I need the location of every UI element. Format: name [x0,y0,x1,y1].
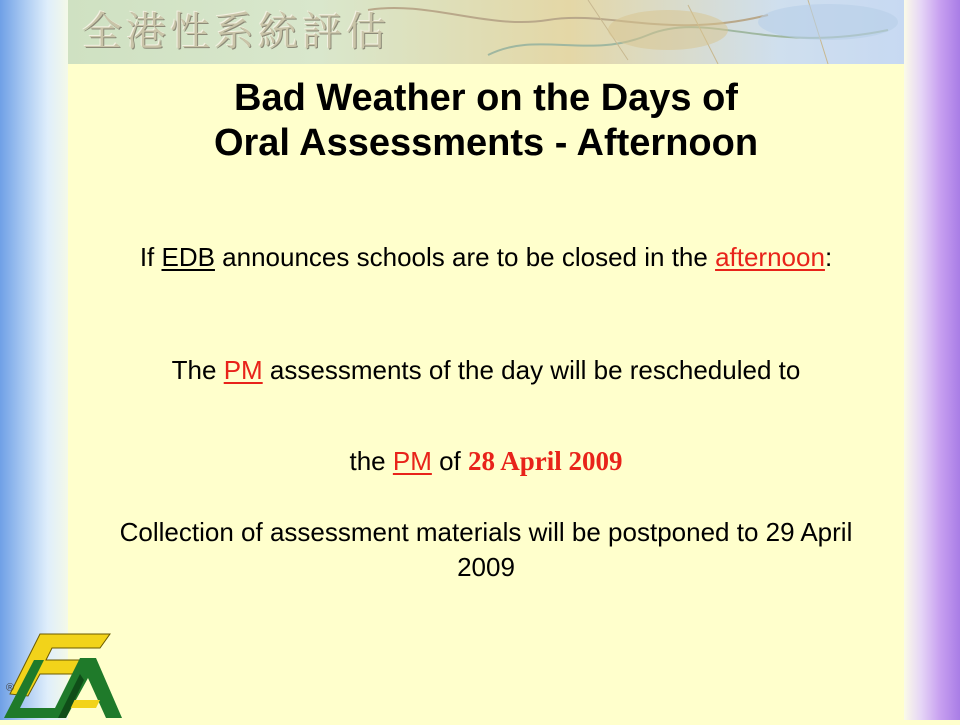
collection-postponed-text: Collection of assessment materials will be postponed to 29 April 2009 [119,517,853,582]
afternoon-term: afternoon [715,242,825,272]
slide-title-line-2: Oral Assessments - Afternoon [213,122,759,164]
hkeaa-logo [0,624,124,720]
text-segment: assessments of the day will be rescheduled to [262,355,801,385]
edb-term: EDB [161,242,215,272]
registered-mark: ® [6,682,15,694]
pm-term: PM [392,446,432,476]
left-gradient-band [0,0,68,720]
text-segment: : [824,242,833,272]
header-banner [68,0,904,64]
text-segment: of [431,446,468,476]
text-segment: the [349,446,393,476]
right-gradient-band [904,0,960,720]
text-segment: If [139,242,162,272]
reschedule-date-text [100,444,872,479]
text-segment: announces schools are to be closed in the [214,242,716,272]
reschedule-text [100,353,872,388]
pm-term: PM [223,355,263,385]
closure-condition-text [100,240,872,275]
logo-mark-icon [0,624,124,720]
text-segment: The [171,355,224,385]
slide-title-line-1: Bad Weather on the Days of [234,77,738,119]
banner-title: 全港性系統評估 [82,9,390,55]
slide-title [68,76,904,166]
reschedule-date: 28 April 2009 [468,446,623,476]
